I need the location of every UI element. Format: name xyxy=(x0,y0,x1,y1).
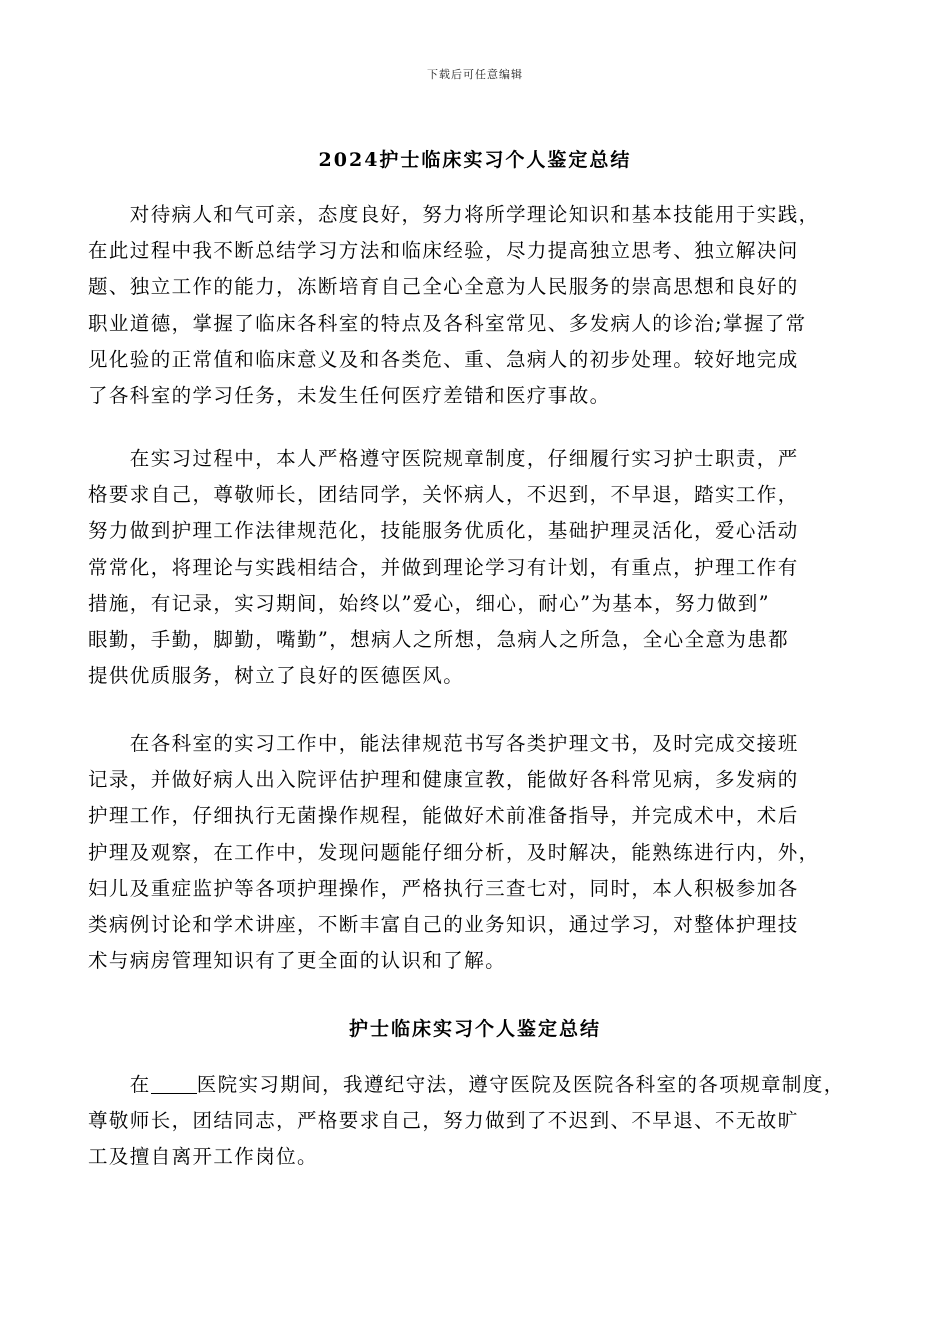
paragraph-line: 妇儿及重症监护等各项护理操作，严格执行三查七对，同时，本人积极参加各 xyxy=(88,876,799,900)
paragraph-line: 在各科室的实习工作中，能法律规范书写各类护理文书，及时完成交接班 xyxy=(88,732,799,755)
paragraph-line: 常常化，将理论与实践相结合，并做到理论学习有计划，有重点，护理工作有 xyxy=(88,555,799,579)
paragraph-line: 护理及观察，在工作中，发现问题能仔细分析，及时解决，能熟练进行内，外， xyxy=(88,840,820,864)
download-note: 下载后可任意编辑 xyxy=(427,68,523,81)
paragraph-line: 在实习过程中，本人严格遵守医院规章制度，仔细履行实习护士职责，严 xyxy=(88,447,799,470)
fill-in-blank xyxy=(151,1075,197,1094)
paragraph-line: 工及擅自离开工作岗位。 xyxy=(88,1145,318,1169)
paragraph-line: 眼勤，手勤，脚勤，嘴勤”，想病人之所想，急病人之所急，全心全意为患都 xyxy=(88,628,790,652)
paragraph-line: 记录，并做好病人出入院评估护理和健康宣教，能做好各科常见病，多发病的 xyxy=(88,768,799,792)
paragraph-line: 类病例讨论和学术讲座，不断丰富自己的业务知识，通过学习，对整体护理技 xyxy=(88,913,799,937)
paragraph-line: 努力做到护理工作法律规范化，技能服务优质化，基础护理灵活化，爱心活动 xyxy=(88,519,799,543)
paragraph-line: 了各科室的学习任务，未发生任何医疗差错和医疗事故。 xyxy=(88,384,611,408)
paragraph-line: 题、独立工作的能力，冻断培育自己全心全意为人民服务的崇高思想和良好的 xyxy=(88,275,799,299)
paragraph-4 xyxy=(88,1067,862,1176)
document-title: 2024护士临床实习个人鉴定总结 xyxy=(318,149,632,171)
paragraph-line: 措施，有记录，实习期间，始终以”爱心，细心，耐心”为基本，努力做到” xyxy=(88,591,771,615)
paragraph-line: 职业道德，掌握了临床各科室的特点及各科室常见、多发病人的诊治;掌握了常 xyxy=(88,311,807,335)
paragraph-1 xyxy=(88,197,862,414)
paragraph-line: 在此过程中我不断总结学习方法和临床经验，尽力提高独立思考、独立解决问 xyxy=(88,239,799,263)
paragraph-line: 术与病房管理知识有了更全面的认识和了解。 xyxy=(88,949,507,973)
line-prefix: 在 xyxy=(88,1073,151,1096)
paragraph-line: 护理工作，仔细执行无菌操作规程，能做好术前准备指导，并完成术中，术后 xyxy=(88,804,799,828)
paragraph-2 xyxy=(88,441,862,694)
paragraph-line: 见化验的正常值和临床意义及和各类危、重、急病人的初步处理。较好地完成 xyxy=(88,347,799,371)
paragraph-line: 提供优质服务，树立了良好的医德医风。 xyxy=(88,664,465,688)
paragraph-line: 格要求自己，尊敬师长，团结同学，关怀病人，不迟到，不早退，踏实工作， xyxy=(88,483,799,507)
paragraph-3 xyxy=(88,726,862,979)
paragraph-line xyxy=(88,1067,862,1103)
section-subtitle: 护士临床实习个人鉴定总结 xyxy=(348,1018,601,1040)
paragraph-line: 尊敬师长，团结同志，严格要求自己，努力做到了不迟到、不早退、不无故旷 xyxy=(88,1109,799,1133)
paragraph-line: 对待病人和气可亲，态度良好，努力将所学理论知识和基本技能用于实践， xyxy=(88,203,820,226)
line-suffix: 医院实习期间，我遵纪守法，遵守医院及医院各科室的各项规章制度， xyxy=(196,1073,845,1096)
